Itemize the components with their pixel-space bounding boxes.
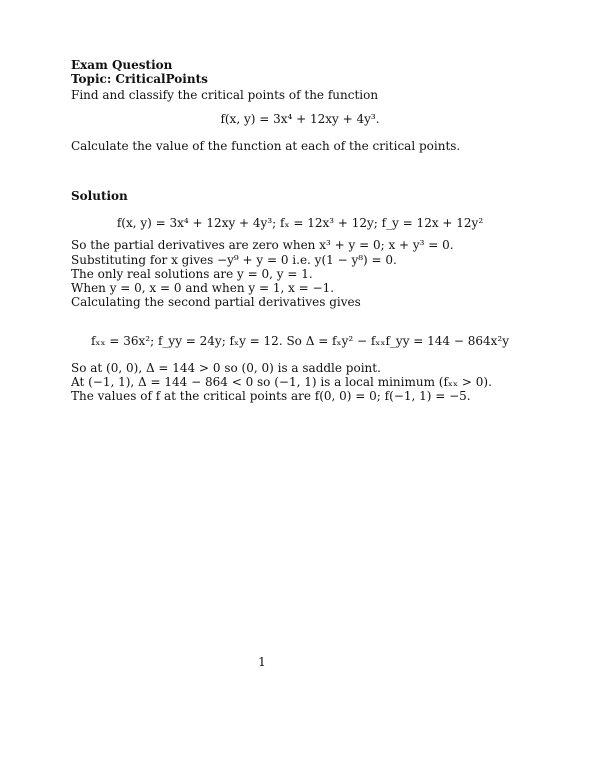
conclusion-line: The values of f at the critical points are f(0, 0) = 0; f(−1, 1) = −5. (71, 389, 471, 403)
solution-line: Calculating the second partial derivatives gives (71, 295, 361, 309)
solution-line: When y = 0, x = 0 and when y = 1, x = −1. (71, 281, 335, 295)
question-task: Calculate the value of the function at each of the critical points. (71, 139, 461, 153)
page-number: 1 (258, 655, 266, 669)
conclusion-line: At (−1, 1), Δ = 144 − 864 < 0 so (−1, 1) is a local minimum (fₓₓ > 0). (71, 375, 492, 389)
derivatives-equation: f(x, y) = 3x⁴ + 12xy + 4y³; fₓ = 12x³ + 12y; f_y = 12x + 12y² (116, 216, 484, 230)
solution-line: So the partial derivatives are zero when x³ + y = 0; x + y³ = 0. (71, 238, 454, 252)
second-derivatives-equation: fₓₓ = 36x²; f_yy = 24y; fₓy = 12. So Δ = fₓy² − fₓₓf_yy = 144 − 864x²y (90, 334, 510, 348)
conclusion-line: So at (0, 0), Δ = 144 > 0 so (0, 0) is a saddle point. (71, 361, 381, 375)
function-equation: f(x, y) = 3x⁴ + 12xy + 4y³. (220, 112, 380, 126)
exam-label: Exam Question (71, 58, 173, 72)
question-intro: Find and classify the critical points of the function (71, 88, 379, 102)
solution-line: Substituting for x gives −y⁹ + y = 0 i.e. y(1 − y⁸) = 0. (71, 253, 397, 267)
topic-label: Topic: CriticalPoints (71, 72, 208, 86)
solution-heading: Solution (71, 189, 128, 203)
solution-line: The only real solutions are y = 0, y = 1. (71, 267, 313, 281)
